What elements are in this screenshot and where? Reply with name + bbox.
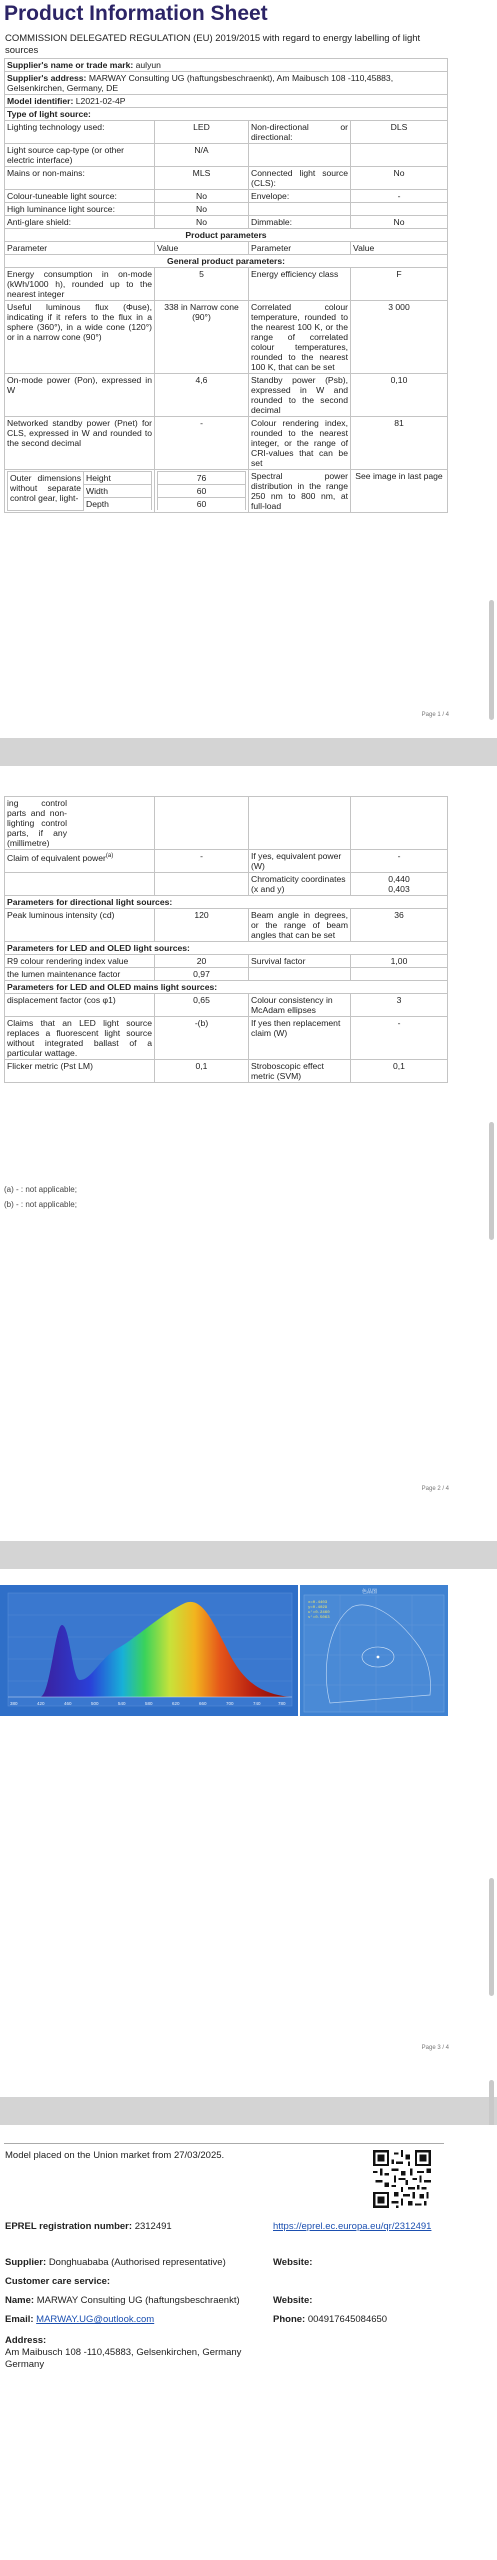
claim-equivalent-row: Claim of equivalent power$^{(a)}$ - If yes, equivalent power (W) - (5, 850, 448, 873)
directional-heading: Parameters for directional light sources: (5, 896, 448, 909)
page-1 (0, 0, 497, 738)
supplier-name-row: Supplier's name or trade mark: aulyun (5, 59, 448, 72)
spectrum-tick-label: 580 (145, 1701, 153, 1706)
phone-line: Phone: 004917645084650 (273, 2314, 388, 2325)
mains-row: Claims that an LED light source replaces a fluorescent light source without integrated ballast of a particular wattage. -(b) If yes then replacement claim (W) - (5, 1017, 448, 1060)
chromaticity-diagram-image (300, 1585, 448, 1716)
page-number: Page 1 / 4 (421, 712, 449, 718)
general-params-heading: General product parameters: (5, 255, 448, 268)
page-4 (0, 2125, 497, 2560)
footnote-a: (a) - : not applicable; (4, 1185, 77, 1194)
regulation-text: COMMISSION DELEGATED REGULATION (EU) 2019/2015 with regard to energy labelling of light sources (5, 33, 421, 56)
spectrum-tick-label: 500 (91, 1701, 99, 1706)
outer-dimensions-row: Outer dimensions without separate control gear, light- Height Width Depth 76 60 60 Spectral power distribution in the range 250 nm to 800 nm, at full-load See image in last page (5, 470, 448, 513)
scrollbar[interactable] (489, 600, 494, 720)
type-row: Lighting technology used: LED Non-directional or directional: DLS (5, 121, 448, 144)
supplier-address-row: Supplier's address: MARWAY Consulting UG (haftungsbeschraenkt), Am Maibusch 108 -110,45883, Gelsenkirchen, Germany, DE (5, 72, 448, 95)
email-link[interactable]: MARWAY.UG@outlook.com (36, 2314, 155, 2325)
email-line: Email: MARWAY.UG@outlook.com (5, 2314, 155, 2325)
supplier-line: Supplier: Donghuababa (Authorised representative) (5, 2257, 226, 2268)
eprel-registration: EPREL registration number: 2312491 (5, 2221, 172, 2232)
spectrum-tick-label: 740 (253, 1701, 261, 1706)
svg-text:u'=0.2460: u'=0.2460 (308, 1611, 330, 1615)
mains-row: displacement factor (cos φ1) 0,65 Colour consistency in McAdam ellipses 3 (5, 994, 448, 1017)
market-placement-text: Model placed on the Union market from 27/03/2025. (5, 2150, 225, 2161)
type-row: Light source cap-type (or other electric interface) N/A (5, 144, 448, 167)
footnote-b: (b) - : not applicable; (4, 1200, 77, 1209)
service-website-label: Website: (273, 2295, 313, 2306)
page-number: Page 2 / 4 (421, 1486, 449, 1492)
chromaticity-row: Chromaticity coordinates (x and y) 0,440 0,403 (5, 873, 448, 896)
param-row: Useful luminous flux (Φuse), indicating if it refers to the flux in a sphere (360°), in a wide cone (120°) or in a narrow cone (90°) 338 in Narrow cone (90°) Correlated colour temperature, rounded to the nearest 100 K, or the range of correlated colour temperatures, rounded to the nearest 100 K, that can be set 3 000 (5, 301, 448, 374)
spectrum-tick-label: 660 (199, 1701, 207, 1706)
spectrum-tick-label: 380 (10, 1701, 18, 1706)
cie-readout (308, 1601, 330, 1620)
directional-row: Peak luminous intensity (cd) 120 Beam angle in degrees, or the range of beam angles that can be set 36 (5, 909, 448, 942)
outer-dimensions-continued-row: ing control parts and non-lighting control parts, if any (millimetre) (5, 797, 448, 850)
scrollbar[interactable] (489, 1878, 494, 1996)
supplier-website-label: Website: (273, 2257, 313, 2268)
spectral-distribution-image (0, 1585, 298, 1716)
led-row: the lumen maintenance factor 0,97 (5, 968, 448, 981)
type-row: Anti-glare shield: No Dimmable: No (5, 216, 448, 229)
qr-code[interactable] (373, 2150, 431, 2208)
page-title: Product Information Sheet (4, 2, 268, 25)
svg-text:x=0.4403: x=0.4403 (308, 1601, 328, 1605)
param-header-row: Parameter Value Parameter Value (5, 242, 448, 255)
svg-text:v'=0.5063: v'=0.5063 (308, 1616, 330, 1620)
product-params-table-continued (4, 796, 448, 1083)
led-row: R9 colour rendering index value 20 Survival factor 1,00 (5, 955, 448, 968)
service-name-line: Name: MARWAY Consulting UG (haftungsbeschraenkt) (5, 2295, 240, 2306)
model-identifier-row: Model identifier: L2021-02-4P (5, 95, 448, 108)
address-value: Am Maibusch 108 -110,45883, Gelsenkirchen, Germany Germany (5, 2347, 242, 2370)
spectrum-tick-label: 780 (278, 1701, 286, 1706)
svg-text:y=0.4029: y=0.4029 (308, 1606, 328, 1610)
param-row: On-mode power (Pon), expressed in W 4,6 Standby power (Psb), expressed in W and rounded to the second decimal 0,10 (5, 374, 448, 417)
customer-care-heading: Customer care service: (5, 2276, 111, 2287)
type-row: Colour-tuneable light source: No Envelope: - (5, 190, 448, 203)
page-2 (0, 766, 497, 1541)
type-heading: Type of light source: (5, 108, 448, 121)
spectrum-tick-label: 620 (172, 1701, 180, 1706)
cie-title: 色品图 (362, 1589, 378, 1595)
mains-row: Flicker metric (Pst LM) 0,1 Stroboscopic effect metric (SVM) 0,1 (5, 1060, 448, 1083)
type-row: Mains or non-mains: MLS Connected light source (CLS): No (5, 167, 448, 190)
eprel-link[interactable]: https://eprel.ec.europa.eu/qr/2312491 (273, 2221, 432, 2232)
type-row: High luminance light source: No (5, 203, 448, 216)
product-info-table (4, 58, 448, 513)
led-heading: Parameters for LED and OLED light sources: (5, 942, 448, 955)
param-row: Energy consumption in on-mode (kWh/1000 h), rounded up to the nearest integer 5 Energy efficiency class F (5, 268, 448, 301)
scrollbar[interactable] (489, 1122, 494, 1240)
param-row: Networked standby power (Pnet) for CLS, expressed in W and rounded to the second decimal - Colour rendering index, rounded to the nearest integer, or the range of CRI-values that can be set 81 (5, 417, 448, 470)
spectrum-tick-label: 540 (118, 1701, 126, 1706)
spectrum-tick-label: 460 (64, 1701, 72, 1706)
address-label: Address: (5, 2335, 47, 2346)
spectrum-tick-label: 700 (226, 1701, 234, 1706)
mains-heading: Parameters for LED and OLED mains light sources: (5, 981, 448, 994)
spectrum-tick-label: 420 (37, 1701, 45, 1706)
page-number: Page 3 / 4 (421, 2045, 449, 2051)
product-params-heading: Product parameters (5, 229, 448, 242)
